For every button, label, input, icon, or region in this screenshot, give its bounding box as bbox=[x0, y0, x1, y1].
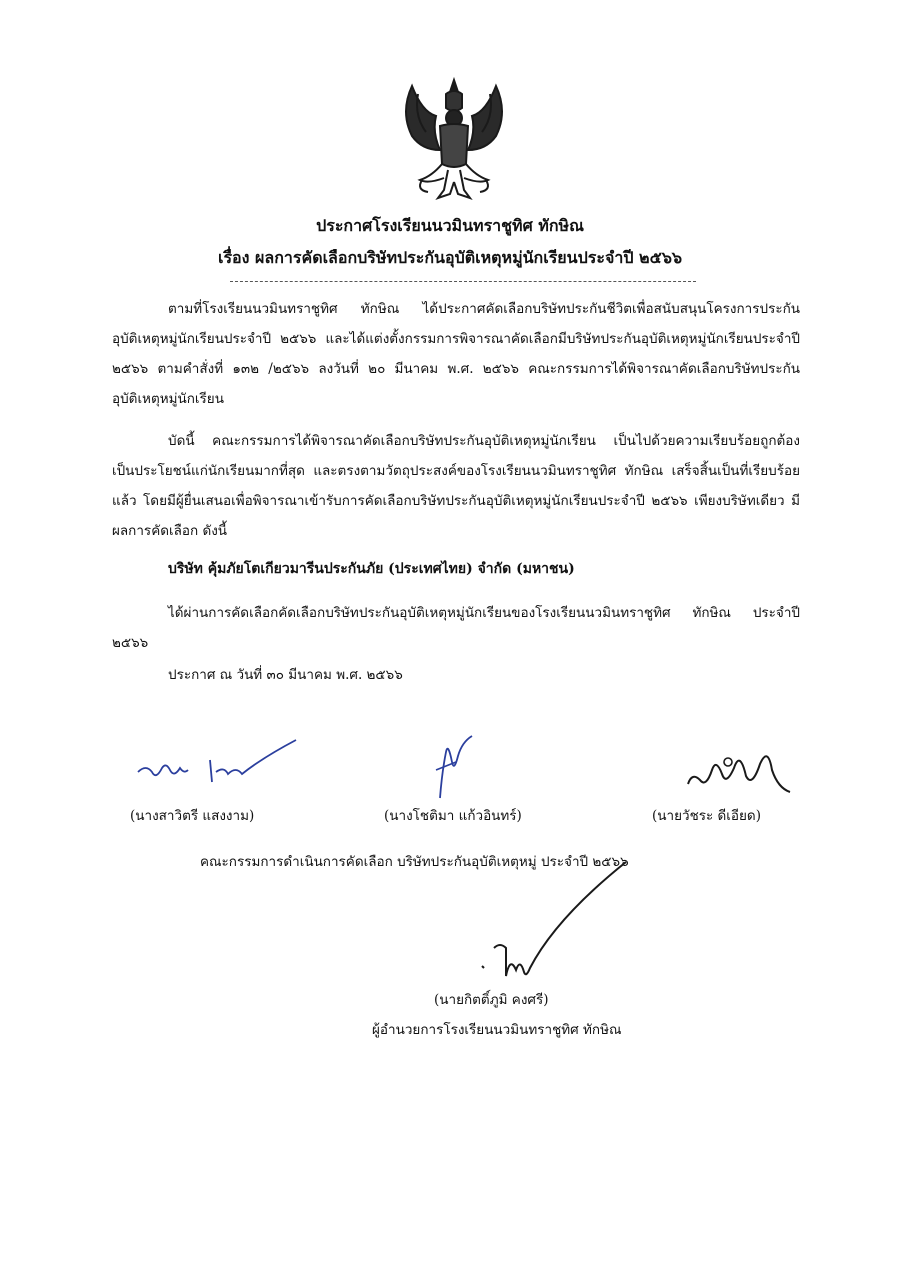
committee-1-name: (นางสาวิตรี แสงงาม) bbox=[130, 808, 255, 824]
committee-2-name: (นางโชติมา แก้วอินทร์) bbox=[384, 808, 522, 824]
signature-committee-2 bbox=[426, 732, 486, 802]
committee-caption: คณะกรรมการดำเนินการคัดเลือก บริษัทประกันอุบัติเหตุหมู่ ประจำปี ๒๕๖๖ bbox=[200, 854, 629, 870]
committee-3-name: (นายวัชระ ดีเอียด) bbox=[652, 808, 761, 824]
announcement-subject: เรื่อง ผลการคัดเลือกบริษัทประกันอุบัติเหตุหมู่นักเรียนประจำปี ๒๕๖๖ bbox=[217, 248, 683, 267]
announcement-title: ประกาศโรงเรียนนวมินทราชูทิศ ทักษิณ bbox=[316, 216, 584, 235]
body-paragraph-2: บัดนี้ คณะกรรมการได้พิจารณาคัดเลือกบริษัทประกันอุบัติเหตุหมู่นักเรียน เป็นไปด้วยความเรียบร้อยถูกต้อง เป็นประโยชน์แก่นักเรียนมากที่สุด และตรงตามวัตถุประสงค์ของโรงเรียนนวมินทราชูทิศ ทักษิณ เสร็จสิ้นเป็นที่เรียบร้อยแล้ว โดยมีผู้ยื่นเสนอเพื่อพิจารณาเข้ารับการคัดเลือกบริษัทประกันอุบัติเหตุหมู่นักเรียนประจำปี ๒๕๖๖ เพียงบริษัทเดียว มีผลการคัดเลือก ดังนี้ bbox=[112, 433, 800, 539]
title-divider bbox=[230, 281, 696, 282]
body-paragraph-3: ได้ผ่านการคัดเลือกคัดเลือกบริษัทประกันอุบัติเหตุหมู่นักเรียนของโรงเรียนนวมินทราชูทิศ ทักษิณ ประจำปี ๒๕๖๖ bbox=[112, 605, 800, 651]
director-title: ผู้อำนวยการโรงเรียนนวมินทราชูทิศ ทักษิณ bbox=[372, 1022, 622, 1038]
signature-committee-3 bbox=[682, 740, 802, 800]
selected-company: บริษัท คุ้มภัยโตเกียวมารีนประกันภัย (ประเทศไทย) จำกัด (มหาชน) bbox=[168, 561, 575, 577]
director-name: (นายกิตติ์ภูมิ คงศรี) bbox=[434, 992, 549, 1008]
signature-committee-1 bbox=[132, 736, 302, 792]
body-paragraph-1: ตามที่โรงเรียนนวมินทราชูทิศ ทักษิณ ได้ประกาศคัดเลือกบริษัทประกันชีวิตเพื่อสนับสนุนโครงการประกันอุบัติเหตุหมู่นักเรียนประจำปี ๒๕๖๖ และได้แต่งตั้งกรรมการพิจารณาคัดเลือกมีบริษัทประกันอุบัติเหตุหมู่นักเรียนประจำปี ๒๕๖๖ ตามคำสั่งที่ ๑๓๒ /๒๕๖๖ ลงวันที่ ๒๐ มีนาคม พ.ศ. ๒๕๖๖ คณะกรรมการได้พิจารณาคัดเลือกบริษัทประกันอุบัติเหตุหมู่นักเรียน bbox=[112, 301, 800, 407]
garuda-emblem-icon bbox=[392, 72, 516, 204]
signature-director bbox=[476, 858, 636, 988]
announcement-date: ประกาศ ณ วันที่ ๓๐ มีนาคม พ.ศ. ๒๕๖๖ bbox=[168, 667, 403, 683]
